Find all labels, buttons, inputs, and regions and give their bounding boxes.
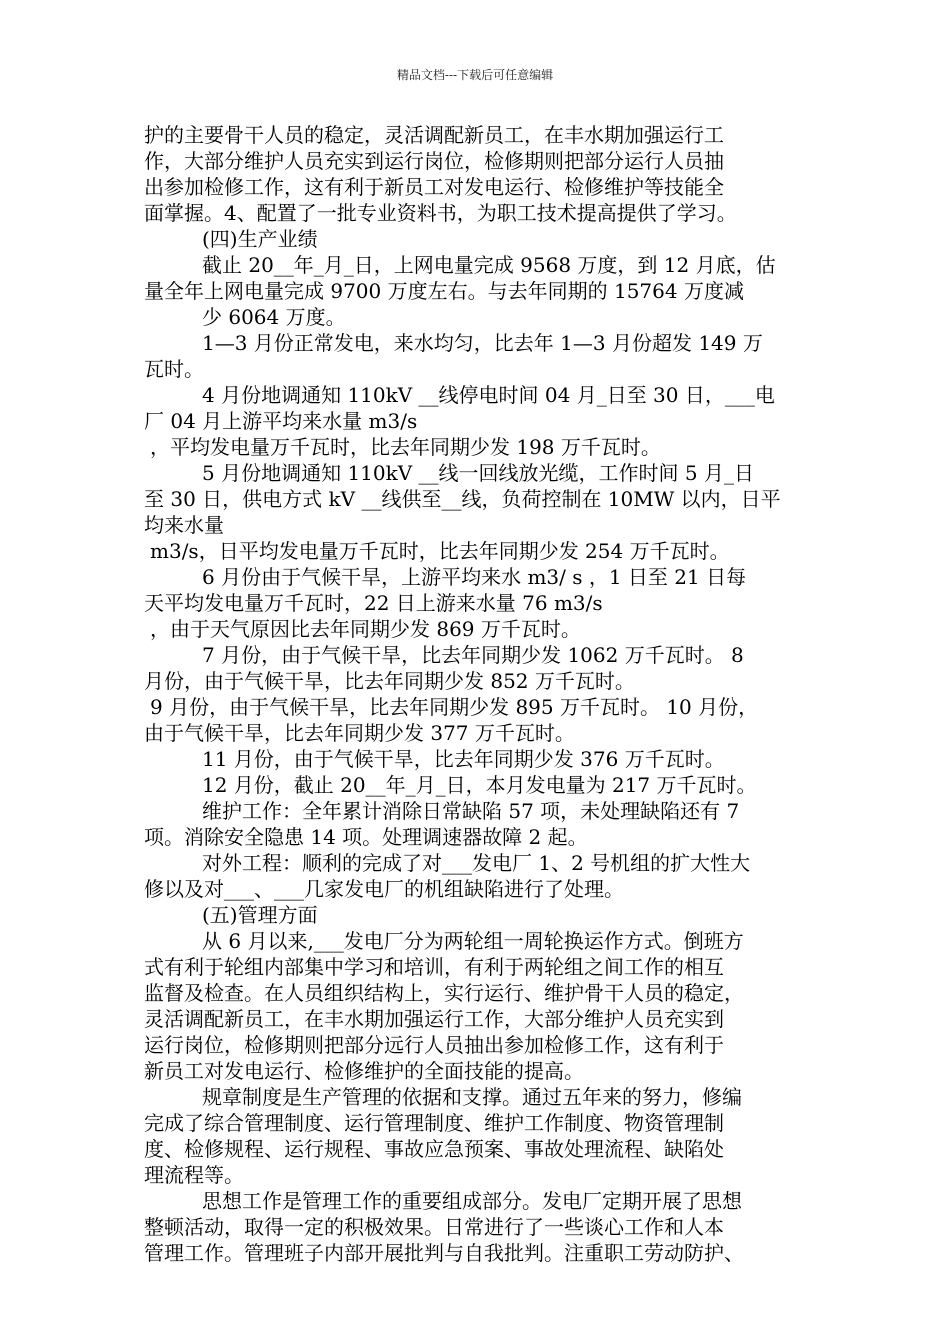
text-line: 瓦时。 — [144, 357, 204, 381]
text-line: 整顿活动，取得一定的积极效果。日常进行了一些谈心工作和人本 — [144, 1215, 724, 1239]
text-line: 均来水量 — [144, 513, 224, 537]
section-heading: (四)生产业绩 — [202, 227, 318, 251]
text-line: 监督及检查。在人员组织结构上，实行运行、维护骨干人员的稳定， — [144, 981, 744, 1005]
text-line: 项。消除安全隐患 14 项。处理调速器故障 2 起。 — [144, 825, 588, 849]
text-line: 12 月份，截止 20__年_月_日，本月发电量为 217 万千瓦时。 — [202, 773, 757, 797]
text-line: 管理工作。管理班子内部开展批判与自我批判。注重职工劳动防护、 — [144, 1241, 744, 1265]
text-line: 新员工对发电运行、检修维护的全面技能的提高。 — [144, 1059, 584, 1083]
text-line: 量全年上网电量完成 9700 万度左右。与去年同期的 15764 万度减 — [144, 279, 744, 303]
document-body — [144, 122, 824, 1266]
text-line: 9 月份，由于气候干旱，比去年同期少发 895 万千瓦时。 10 月份， — [150, 695, 759, 719]
text-line: 5 月份地调通知 110kV __线一回线放光缆，工作时间 5 月_日 — [202, 461, 754, 485]
text-line: 护的主要骨干人员的稳定，灵活调配新员工，在丰水期加强运行工 — [144, 123, 724, 147]
text-line: 少 6064 万度。 — [202, 305, 346, 329]
text-line: m3/s，日平均发电量万千瓦时，比去年同期少发 254 万千瓦时。 — [150, 539, 730, 563]
text-line: 天平均发电量万千瓦时，22 日上游来水量 76 m3/s — [144, 591, 603, 615]
text-line: 11 月份，由于气候干旱，比去年同期少发 376 万千瓦时。 — [202, 747, 725, 771]
text-line: 修以及对___、___几家发电厂的机组缺陷进行了处理。 — [144, 877, 624, 901]
text-line: 4 月份地调通知 110kV __线停电时间 04 月_日至 30 日，___电 — [202, 383, 775, 407]
text-line: 灵活调配新员工，在丰水期加强运行工作，大部分维护人员充实到 — [144, 1007, 724, 1031]
text-line: 思想工作是管理工作的重要组成部分。发电厂定期开展了思想 — [202, 1189, 742, 1213]
text-line: 1—3 月份正常发电，来水均匀，比去年 1—3 月份超发 149 万 — [202, 331, 763, 355]
text-line: 出参加检修工作，这有利于新员工对发电运行、检修维护等技能全 — [144, 175, 724, 199]
text-line: 作，大部分维护人员充实到运行岗位，检修期则把部分运行人员抽 — [144, 149, 724, 173]
text-line: ，由于天气原因比去年同期少发 869 万千瓦时。 — [150, 617, 581, 641]
section-heading: (五)管理方面 — [202, 903, 318, 927]
text-line: 对外工程：顺利的完成了对___发电厂 1、2 号机组的扩大性大 — [202, 851, 751, 875]
page-header: 精品文档---下载后可任意编辑 — [396, 68, 554, 82]
text-line: 面掌握。4、配置了一批专业资料书，为职工技术提高提供了学习。 — [144, 201, 737, 225]
text-line: 度、检修规程、运行规程、事故应急预案、事故处理流程、缺陷处 — [144, 1137, 724, 1161]
text-line: 从 6 月以来,___发电厂分为两轮组一周轮换运作方式。倒班方 — [202, 929, 744, 953]
text-line: 6 月份由于气候干旱，上游平均来水 m3/ s ，1 日至 21 日每 — [202, 565, 747, 589]
text-line: 7 月份，由于气候干旱，比去年同期少发 1062 万千瓦时。 8 — [202, 643, 744, 667]
text-line: 完成了综合管理制度、运行管理制度、维护工作制度、物资管理制 — [144, 1111, 724, 1135]
text-line: 厂 04 月上游平均来水量 m3/s — [144, 409, 418, 433]
text-line: 式有利于轮组内部集中学习和培训，有利于两轮组之间工作的相互 — [144, 955, 724, 979]
text-line: 维护工作：全年累计消除日常缺陷 57 项，未处理缺陷还有 7 — [202, 799, 740, 823]
text-line: 由于气候干旱，比去年同期少发 377 万千瓦时。 — [144, 721, 575, 745]
text-line: 至 30 日，供电方式 kV __线供至__线，负荷控制在 10MW 以内，日平 — [144, 487, 781, 511]
text-line: ，平均发电量万千瓦时，比去年同期少发 198 万千瓦时。 — [150, 435, 661, 459]
text-line: 运行岗位，检修期则把部分远行人员抽出参加检修工作，这有利于 — [144, 1033, 724, 1057]
text-line: 月份，由于气候干旱，比去年同期少发 852 万千瓦时。 — [144, 669, 635, 693]
text-line: 规章制度是生产管理的依据和支撑。通过五年来的努力，修编 — [202, 1085, 742, 1109]
text-line: 理流程等。 — [144, 1163, 244, 1187]
text-line: 截止 20__年_月_日，上网电量完成 9568 万度，到 12 月底，估 — [202, 253, 776, 277]
